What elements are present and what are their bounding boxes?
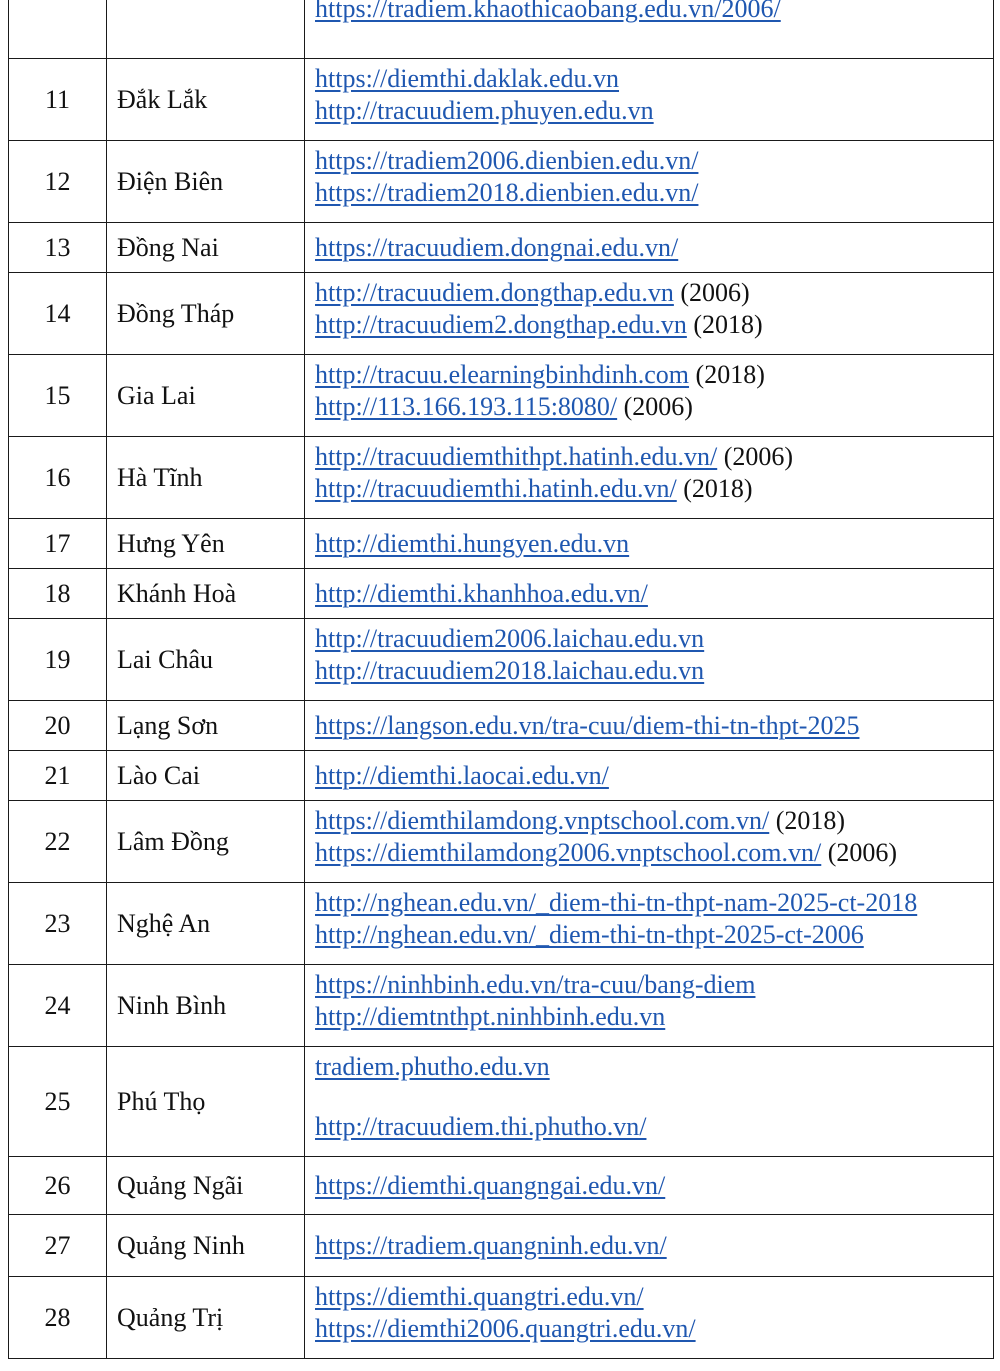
curriculum-year-note: (2018)	[693, 310, 763, 339]
row-number: 25	[9, 1047, 107, 1157]
table-row	[9, 751, 994, 801]
table-body	[9, 0, 994, 1359]
province-name	[107, 0, 305, 59]
table-row	[9, 223, 994, 273]
table-row	[9, 437, 994, 519]
link-line	[315, 710, 987, 742]
links-cell	[305, 519, 994, 569]
table-row	[9, 0, 994, 59]
province-name: Hưng Yên	[107, 519, 305, 569]
province-name: Lạng Sơn	[107, 701, 305, 751]
link-line	[315, 1051, 987, 1083]
score-lookup-link[interactable]: https://diemthilamdong.vnptschool.com.vn/	[315, 806, 770, 835]
links-cell	[305, 223, 994, 273]
score-lookup-link[interactable]: http://diemthi.laocai.edu.vn/	[315, 760, 609, 790]
province-name: Hà Tĩnh	[107, 437, 305, 519]
row-number: 13	[9, 223, 107, 273]
link-line	[315, 277, 987, 309]
province-name: Đắk Lắk	[107, 59, 305, 141]
link-line	[315, 1001, 987, 1033]
links-cell	[305, 883, 994, 965]
score-lookup-link[interactable]: https://tracuudiem.dongnai.edu.vn/	[315, 232, 679, 262]
link-line	[315, 969, 987, 1001]
score-lookup-link[interactable]: http://tracuudiemthi.hatinh.edu.vn/	[315, 474, 677, 503]
link-line	[315, 1230, 987, 1262]
curriculum-year-note: (2006)	[680, 278, 750, 307]
row-number: 18	[9, 569, 107, 619]
table-row	[9, 519, 994, 569]
links-cell	[305, 965, 994, 1047]
score-lookup-link[interactable]: https://diemthi.quangtri.edu.vn/	[315, 1282, 644, 1311]
row-number: 23	[9, 883, 107, 965]
curriculum-year-note: (2018)	[775, 806, 846, 835]
province-name: Nghệ An	[107, 883, 305, 965]
curriculum-year-note: (2006)	[623, 392, 693, 421]
score-lookup-link[interactable]: http://113.166.193.115:8080/	[315, 392, 618, 421]
link-line	[315, 232, 987, 264]
links-cell	[305, 619, 994, 701]
link-line	[315, 887, 987, 919]
score-lookup-link[interactable]: http://tracuudiem.dongthap.edu.vn	[315, 278, 674, 307]
row-number: 15	[9, 355, 107, 437]
table-row	[9, 569, 994, 619]
province-name: Lào Cai	[107, 751, 305, 801]
row-number: 21	[9, 751, 107, 801]
province-name: Đồng Nai	[107, 223, 305, 273]
province-name: Gia Lai	[107, 355, 305, 437]
table-row	[9, 619, 994, 701]
link-line	[315, 919, 987, 951]
province-name: Khánh Hoà	[107, 569, 305, 619]
link-line	[315, 578, 987, 610]
score-lookup-link[interactable]: https://tradiem2018.dienbien.edu.vn/	[315, 178, 699, 207]
curriculum-year-note: (2018)	[683, 474, 753, 503]
table-row	[9, 141, 994, 223]
table-row	[9, 1157, 994, 1215]
links-cell	[305, 437, 994, 519]
row-number: 26	[9, 1157, 107, 1215]
link-line	[315, 1313, 987, 1345]
links-cell	[305, 751, 994, 801]
score-lookup-link[interactable]: http://nghean.edu.vn/_diem-thi-tn-thpt-2025-ct-2006	[315, 920, 864, 949]
table-row	[9, 883, 994, 965]
curriculum-year-note: (2018)	[695, 360, 765, 389]
link-line	[315, 391, 987, 423]
province-name: Lâm Đồng	[107, 801, 305, 883]
score-lookup-link[interactable]: http://tracuudiemthithpt.hatinh.edu.vn/	[315, 442, 718, 471]
links-cell	[305, 59, 994, 141]
table-row	[9, 1047, 994, 1157]
link-line	[315, 309, 987, 341]
curriculum-year-note: (2006)	[827, 838, 898, 867]
score-lookup-link[interactable]: http://tracuudiem.phuyen.edu.vn	[315, 96, 654, 125]
table-row	[9, 1277, 994, 1359]
links-cell	[305, 801, 994, 883]
links-cell	[305, 1047, 994, 1157]
score-lookup-link[interactable]: http://diemthi.hungyen.edu.vn	[315, 528, 630, 558]
score-lookup-link[interactable]: https://diemthi.daklak.edu.vn	[315, 64, 620, 93]
row-number: 14	[9, 273, 107, 355]
row-number: 11	[9, 59, 107, 141]
link-line	[315, 623, 987, 655]
score-lookup-link[interactable]: http://diemtnthpt.ninhbinh.edu.vn	[315, 1002, 666, 1031]
province-name: Quảng Ninh	[107, 1215, 305, 1277]
score-lookup-link[interactable]: https://diemthi2006.quangtri.edu.vn/	[315, 1314, 696, 1343]
score-lookup-link[interactable]: http://tracuudiem2018.laichau.edu.vn	[315, 656, 705, 685]
score-lookup-link[interactable]: https://diemthilamdong2006.vnptschool.com.vn/	[315, 838, 822, 867]
link-line	[315, 1281, 987, 1313]
link-line	[315, 528, 987, 560]
links-cell	[305, 0, 994, 59]
score-lookup-table	[8, 0, 994, 1359]
table-row	[9, 273, 994, 355]
links-cell	[305, 701, 994, 751]
row-number: 19	[9, 619, 107, 701]
link-line	[315, 837, 987, 869]
province-name: Quảng Trị	[107, 1277, 305, 1359]
line-spacer	[315, 1083, 987, 1111]
row-number: 16	[9, 437, 107, 519]
score-lookup-link[interactable]: http://tracuudiem2006.laichau.edu.vn	[315, 624, 705, 653]
row-number: 24	[9, 965, 107, 1047]
score-lookup-link[interactable]: https://diemthi.quangngai.edu.vn/	[315, 1170, 666, 1200]
province-name: Quảng Ngãi	[107, 1157, 305, 1215]
link-line	[315, 1170, 987, 1202]
link-line	[315, 145, 987, 177]
curriculum-year-note: (2006)	[723, 442, 794, 471]
link-line	[315, 63, 987, 95]
score-lookup-link[interactable]: tradiem.phutho.edu.vn	[315, 1052, 550, 1081]
link-line	[315, 359, 987, 391]
link-line	[315, 0, 987, 25]
links-cell	[305, 141, 994, 223]
score-lookup-link[interactable]: https://ninhbinh.edu.vn/tra-cuu/bang-diem	[315, 970, 756, 999]
row-number: 27	[9, 1215, 107, 1277]
links-cell	[305, 273, 994, 355]
table-row	[9, 965, 994, 1047]
table-row	[9, 59, 994, 141]
province-name: Lai Châu	[107, 619, 305, 701]
link-line	[315, 805, 987, 837]
province-name: Phú Thọ	[107, 1047, 305, 1157]
table-row	[9, 701, 994, 751]
table-row	[9, 355, 994, 437]
score-lookup-link[interactable]: https://tradiem.quangninh.edu.vn/	[315, 1230, 667, 1260]
row-number: 20	[9, 701, 107, 751]
score-lookup-link[interactable]: http://diemthi.khanhhoa.edu.vn/	[315, 578, 648, 608]
province-name: Ninh Bình	[107, 965, 305, 1047]
link-line	[315, 655, 987, 687]
link-line	[315, 177, 987, 209]
link-line	[315, 473, 987, 505]
links-cell	[305, 1157, 994, 1215]
province-name: Điện Biên	[107, 141, 305, 223]
row-number: 17	[9, 519, 107, 569]
score-lookup-link[interactable]: http://tracuudiem.thi.phutho.vn/	[315, 1112, 647, 1141]
row-number: 28	[9, 1277, 107, 1359]
row-number: 22	[9, 801, 107, 883]
score-lookup-link[interactable]: https://tradiem2006.dienbien.edu.vn/	[315, 146, 699, 175]
score-lookup-link[interactable]: http://tracuudiem2.dongthap.edu.vn	[315, 310, 687, 339]
row-number	[9, 0, 107, 59]
province-name: Đồng Tháp	[107, 273, 305, 355]
link-line	[315, 760, 987, 792]
score-lookup-link[interactable]: http://nghean.edu.vn/_diem-thi-tn-thpt-nam-2025-ct-2018	[315, 888, 918, 917]
score-lookup-link[interactable]: https://tradiem.khaothicaobang.edu.vn/2006/	[315, 0, 781, 23]
score-lookup-link[interactable]: https://langson.edu.vn/tra-cuu/diem-thi-tn-thpt-2025	[315, 710, 860, 740]
link-line	[315, 1111, 987, 1143]
score-lookup-link[interactable]: http://tracuu.elearningbinhdinh.com	[315, 360, 690, 389]
link-line	[315, 95, 987, 127]
links-cell	[305, 355, 994, 437]
links-cell	[305, 1215, 994, 1277]
table-row	[9, 1215, 994, 1277]
row-number: 12	[9, 141, 107, 223]
link-line	[315, 441, 987, 473]
links-cell	[305, 569, 994, 619]
table-row	[9, 801, 994, 883]
links-cell	[305, 1277, 994, 1359]
